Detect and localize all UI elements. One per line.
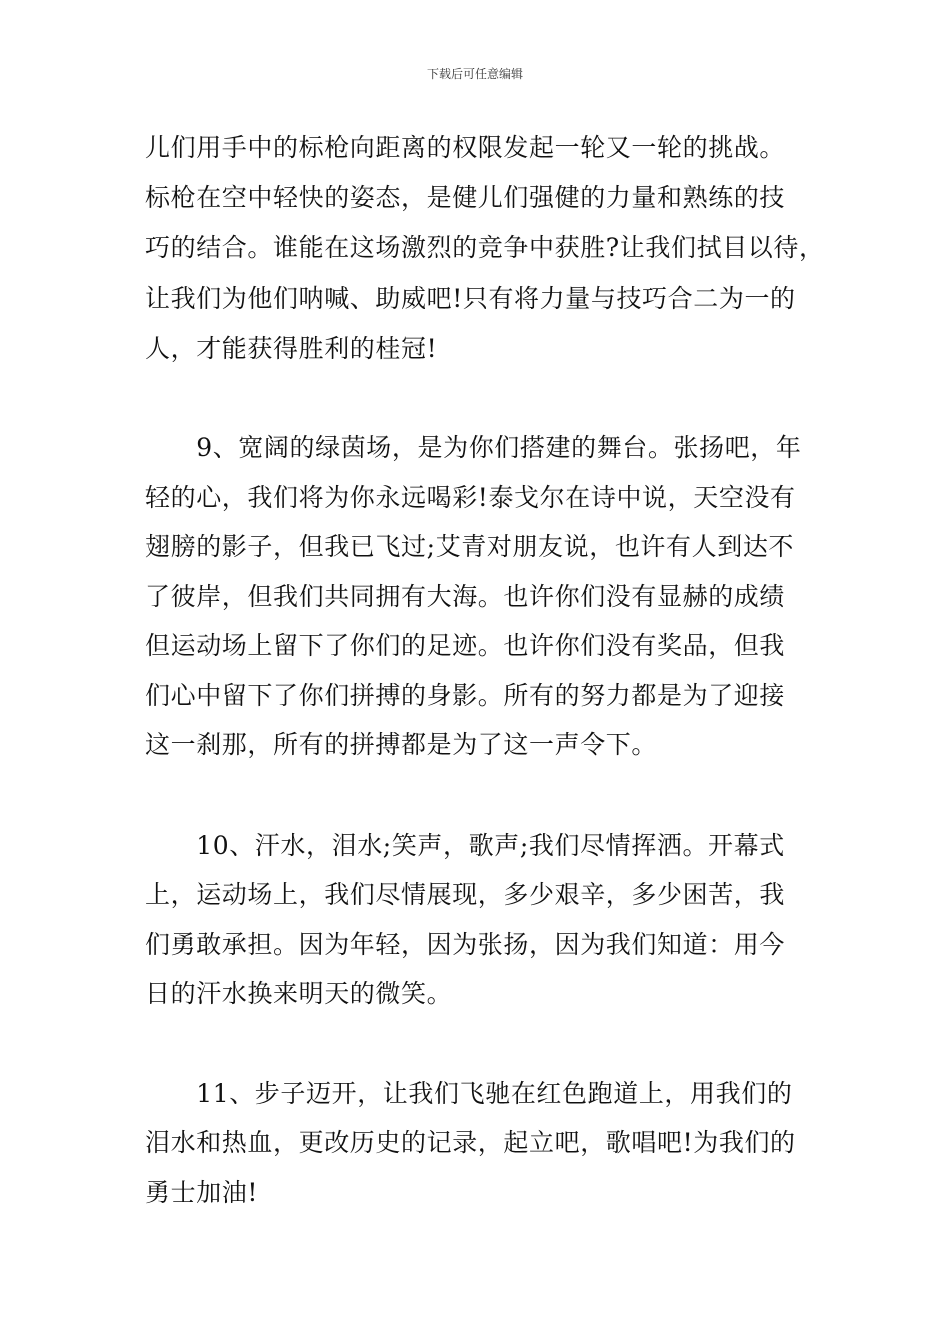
- text-line: 们勇敢承担。因为年轻，因为张扬，因为我们知道：用今: [145, 930, 786, 959]
- text-line: 泪水和热血，更改历史的记录，起立吧，歌唱吧!为我们的: [145, 1128, 796, 1157]
- text-line: 们心中留下了你们拼搏的身影。所有的努力都是为了迎接: [145, 681, 786, 710]
- text-line: 9、宽阔的绿茵场，是为你们搭建的舞台。张扬吧，年: [145, 433, 802, 462]
- text-line: 11、步子迈开，让我们飞驰在红色跑道上，用我们的: [145, 1079, 793, 1108]
- text-line: 儿们用手中的标枪向距离的权限发起一轮又一轮的挑战。: [145, 133, 786, 162]
- text-line: 巧的结合。谁能在这场激烈的竞争中获胜?让我们拭目以待，: [145, 233, 825, 262]
- text-line: 了彼岸，但我们共同拥有大海。也许你们没有显赫的成绩: [145, 582, 786, 611]
- text-line: 人，才能获得胜利的桂冠!: [145, 334, 438, 363]
- text-line: 轻的心，我们将为你永远喝彩!泰戈尔在诗中说，天空没有: [145, 483, 796, 512]
- text-line: 但运动场上留下了你们的足迹。也许你们没有奖品，但我: [145, 631, 786, 660]
- text-line: 上，运动场上，我们尽情展现，多少艰辛，多少困苦，我: [145, 880, 786, 909]
- text-line: 日的汗水换来明天的微笑。: [145, 979, 453, 1008]
- text-line: 勇士加油!: [145, 1178, 259, 1207]
- text-line: 这一刹那，所有的拼搏都是为了这一声令下。: [145, 730, 658, 759]
- text-line: 让我们为他们呐喊、助威吧!只有将力量与技巧合二为一的: [145, 284, 796, 313]
- text-line: 标枪在空中轻快的姿态，是健儿们强健的力量和熟练的技: [145, 183, 786, 212]
- text-line: 翅膀的影子，但我已飞过;艾青对朋友说，也许有人到达不: [145, 532, 795, 561]
- text-line: 10、汗水，泪水;笑声，歌声;我们尽情挥洒。开幕式: [145, 831, 785, 860]
- page-header: 下载后可任意编辑: [426, 67, 523, 81]
